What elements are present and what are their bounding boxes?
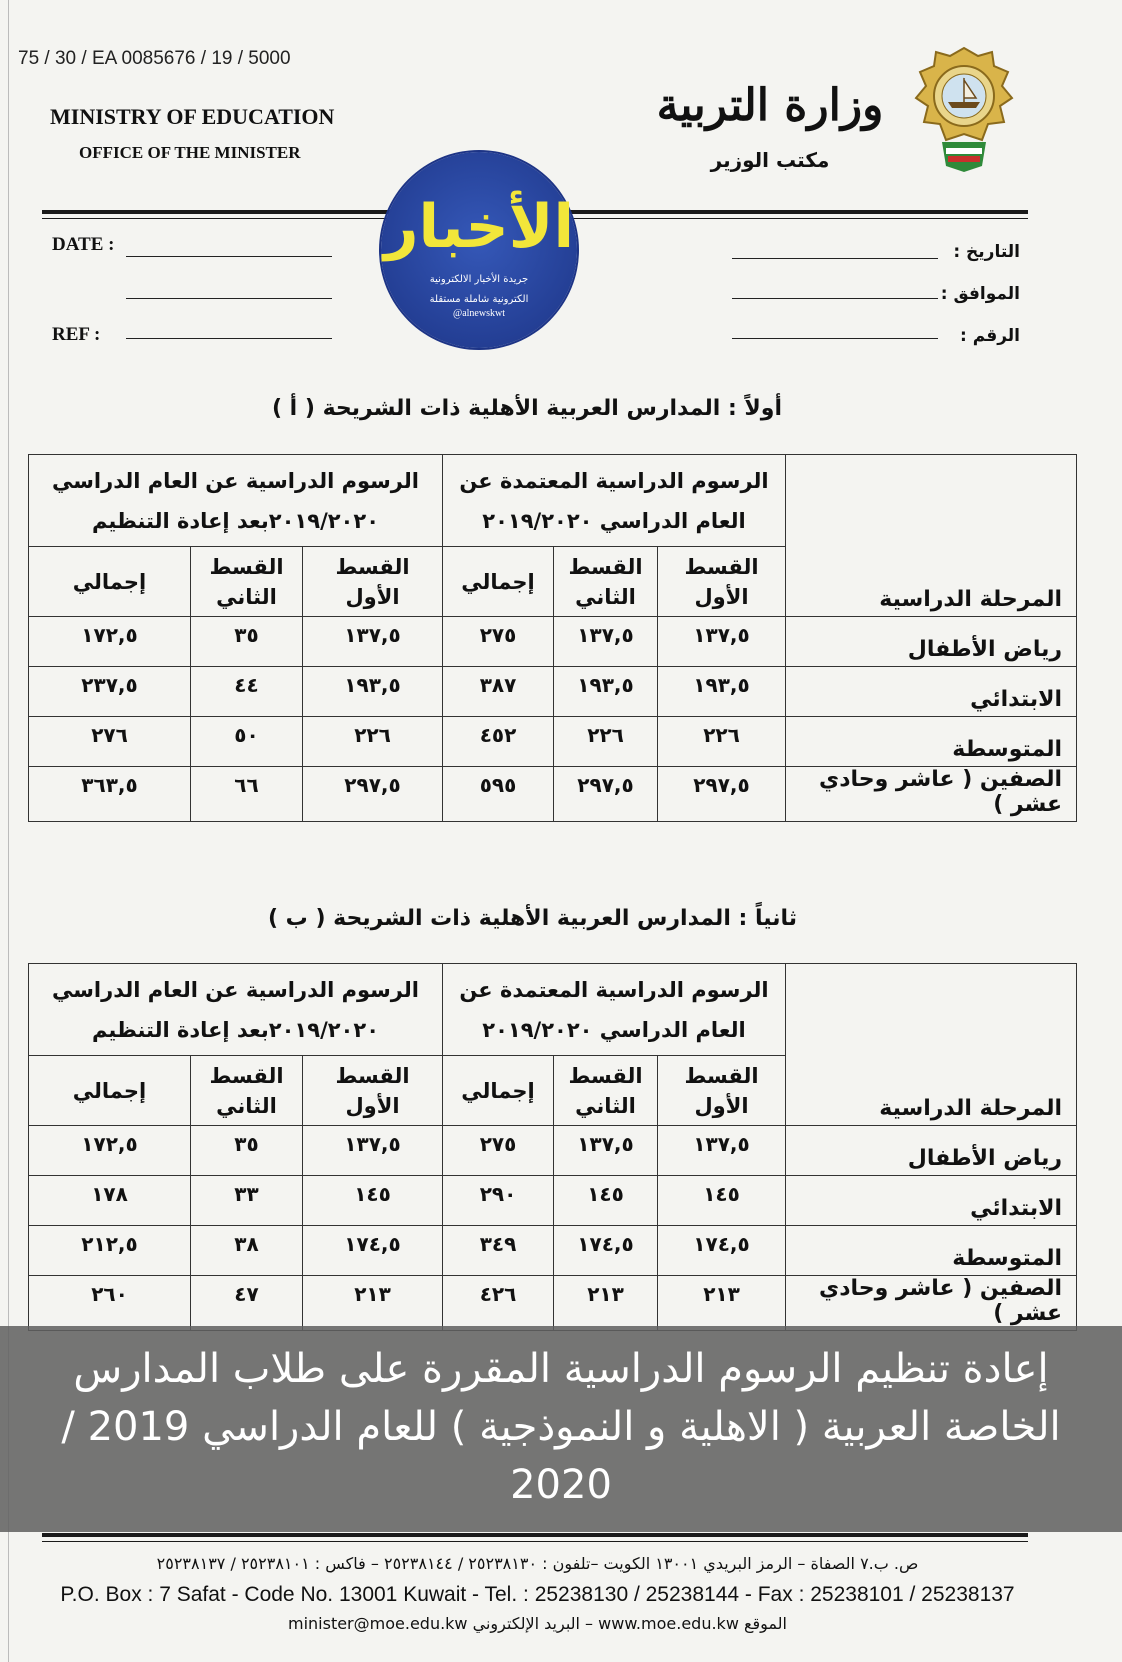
value-cell: ١٤٥ [303, 1176, 443, 1226]
caption-line-2: الخاصة العربية ( الاهلية و النموذجية ) للعام الدراسي 2019 / [61, 1404, 1061, 1450]
value-cell: ٦٦ [191, 767, 303, 822]
col-second-installment: القسط الثاني [554, 547, 658, 617]
date-line-ar [732, 258, 938, 259]
date-line-2 [126, 298, 332, 299]
footer-rule-thin [42, 1541, 1028, 1542]
value-cell: ٤٤ [191, 667, 303, 717]
watermark-title: الأخبار [383, 192, 575, 262]
value-cell: ٢١٣ [303, 1276, 443, 1331]
watermark-handle: @alnewskwt [453, 308, 505, 319]
value-cell: ١٣٧,٥ [658, 1126, 786, 1176]
value-cell: ٥٩٥ [443, 767, 554, 822]
value-cell: ١٩٣,٥ [658, 667, 786, 717]
stage-header: المرحلة الدراسية [786, 964, 1077, 1126]
date-label: DATE : [52, 234, 115, 255]
caption-text [10, 1340, 1112, 1514]
footer-address-en: P.O. Box : 7 Safat - Code No. 13001 Kuwait - Tel. : 25238130 / 25238144 - Fax : 25238101 / 25238137 [60, 1583, 1015, 1606]
watermark-tagline: الكترونية شاملة مستقلة [429, 294, 529, 305]
kuwait-emblem-icon [904, 44, 1024, 176]
value-cell: ٣٣ [191, 1176, 303, 1226]
value-cell: ٤٥٢ [443, 717, 554, 767]
stage-cell: الصفين ( عاشر وحادي عشر ) [786, 1276, 1077, 1331]
value-cell: ٢١٣ [554, 1276, 658, 1331]
caption-overlay [0, 1326, 1122, 1532]
value-cell: ٢٢٦ [554, 717, 658, 767]
value-cell: ٣٦٣,٥ [29, 767, 191, 822]
value-cell: ٢١٣ [658, 1276, 786, 1331]
reference-code: 75 / 30 / EA 0085676 / 19 / 5000 [18, 48, 291, 69]
reorganized-fees-header: الرسوم الدراسية عن العام الدراسي ٢٠١٩/٢٠٢٠بعد إعادة التنظيم [29, 964, 443, 1056]
value-cell: ١٣٧,٥ [303, 1126, 443, 1176]
table-row [29, 717, 1077, 767]
stage-cell: رياض الأطفال [786, 1126, 1077, 1176]
value-cell: ٢٩٧,٥ [554, 767, 658, 822]
value-cell: ١٤٥ [658, 1176, 786, 1226]
footer-address-ar: ص. ب.٧ الصفاة – الرمز البريدي ١٣٠٠١ الكويت –تلفون : ٢٥٢٣٨١٣٠ / ٢٥٢٣٨١٤٤ – فاكس : ٢٥٢٣٨١٠١ / ٢٥٢٣٨١٣٧ [156, 1554, 919, 1573]
value-cell: ١٤٥ [554, 1176, 658, 1226]
value-cell: ١٣٧,٥ [303, 617, 443, 667]
value-cell: ١٧٢,٥ [29, 617, 191, 667]
value-cell: ٤٧ [191, 1276, 303, 1331]
value-cell: ١٣٧,٥ [554, 617, 658, 667]
caption-line-1: إعادة تنظيم الرسوم الدراسية المقررة على طلاب المدارس [73, 1346, 1049, 1392]
stage-cell: الابتدائي [786, 667, 1077, 717]
col-first-installment: القسط الأول [303, 1056, 443, 1126]
stage-cell: رياض الأطفال [786, 617, 1077, 667]
value-cell: ١٧٤,٥ [658, 1226, 786, 1276]
table-row [29, 767, 1077, 822]
fees-table-a [28, 454, 1077, 822]
col-total: إجمالي [29, 547, 191, 617]
number-line-ar [732, 338, 938, 339]
caption-line-3: 2020 [510, 1462, 612, 1508]
value-cell: ١٩٣,٥ [303, 667, 443, 717]
section-a-title: أولاً : المدارس العربية الأهلية ذات الشريحة ( أ ) [271, 396, 782, 421]
value-cell: ٤٢٦ [443, 1276, 554, 1331]
col-total: إجمالي [29, 1056, 191, 1126]
value-cell: ٣٤٩ [443, 1226, 554, 1276]
stage-header: المرحلة الدراسية [786, 455, 1077, 617]
corresponding-line-ar [732, 298, 938, 299]
stage-cell: المتوسطة [786, 717, 1077, 767]
approved-fees-header: الرسوم الدراسية المعتمدة عن العام الدراسي ٢٠١٩/٢٠٢٠ [443, 455, 786, 547]
value-cell: ٢٢٦ [303, 717, 443, 767]
ministry-name-ar: وزارة التربية [656, 80, 884, 131]
value-cell: ٢٢٦ [658, 717, 786, 767]
value-cell: ١٩٣,٥ [554, 667, 658, 717]
col-second-installment: القسط الثاني [191, 1056, 303, 1126]
value-cell: ٢٩٧,٥ [658, 767, 786, 822]
table-row [29, 1176, 1077, 1226]
date-label-ar: التاريخ : [953, 242, 1020, 262]
value-cell: ٢٩٧,٥ [303, 767, 443, 822]
value-cell: ١٣٧,٥ [658, 617, 786, 667]
ref-label: REF : [52, 324, 101, 345]
stage-cell: المتوسطة [786, 1226, 1077, 1276]
value-cell: ٢٦٠ [29, 1276, 191, 1331]
value-cell: ١٧٢,٥ [29, 1126, 191, 1176]
table-row [29, 1126, 1077, 1176]
section-b-title: ثانياً : المدارس العربية الأهلية ذات الشريحة ( ب ) [267, 906, 797, 931]
stage-cell: الصفين ( عاشر وحادي عشر ) [786, 767, 1077, 822]
value-cell: ٣٨ [191, 1226, 303, 1276]
col-total: إجمالي [443, 1056, 554, 1126]
col-first-installment: القسط الأول [658, 547, 786, 617]
value-cell: ١٧٤,٥ [554, 1226, 658, 1276]
value-cell: ٢٧٦ [29, 717, 191, 767]
value-cell: ١٣٧,٥ [554, 1126, 658, 1176]
value-cell: ٣٨٧ [443, 667, 554, 717]
approved-fees-header: الرسوم الدراسية المعتمدة عن العام الدراسي ٢٠١٩/٢٠٢٠ [443, 964, 786, 1056]
corresponding-label-ar: الموافق : [940, 284, 1020, 304]
value-cell: ١٧٤,٥ [303, 1226, 443, 1276]
watermark-subtitle: جريدة الأخبار الالكترونية [429, 274, 529, 285]
office-name-en: OFFICE OF THE MINISTER [79, 143, 301, 162]
ref-line [126, 338, 332, 339]
col-second-installment: القسط الثاني [191, 547, 303, 617]
value-cell: ٢٧٥ [443, 617, 554, 667]
table-row [29, 1226, 1077, 1276]
value-cell: ٣٥ [191, 617, 303, 667]
col-total: إجمالي [443, 547, 554, 617]
footer-rule-thick [42, 1533, 1028, 1537]
fees-table-b [28, 963, 1077, 1331]
stage-cell: الابتدائي [786, 1176, 1077, 1226]
news-watermark-logo [381, 152, 577, 348]
col-first-installment: القسط الأول [658, 1056, 786, 1126]
col-second-installment: القسط الثاني [554, 1056, 658, 1126]
office-name-ar: مكتب الوزير [710, 148, 830, 172]
reorganized-fees-header: الرسوم الدراسية عن العام الدراسي ٢٠١٩/٢٠٢٠بعد إعادة التنظيم [29, 455, 443, 547]
value-cell: ٢٧٥ [443, 1126, 554, 1176]
ministry-name-en: MINISTRY OF EDUCATION [50, 104, 335, 129]
value-cell: ١٧٨ [29, 1176, 191, 1226]
value-cell: ٥٠ [191, 717, 303, 767]
value-cell: ٣٥ [191, 1126, 303, 1176]
table-row [29, 667, 1077, 717]
table-row [29, 1276, 1077, 1331]
footer-web-email: الموقع www.moe.edu.kw – البريد الإلكتروني minister@moe.edu.kw [287, 1614, 787, 1633]
table-row [29, 617, 1077, 667]
value-cell: ٢٣٧,٥ [29, 667, 191, 717]
date-line [126, 256, 332, 257]
value-cell: ٢٩٠ [443, 1176, 554, 1226]
col-first-installment: القسط الأول [303, 547, 443, 617]
value-cell: ٢١٢,٥ [29, 1226, 191, 1276]
number-label-ar: الرقم : [960, 326, 1020, 346]
